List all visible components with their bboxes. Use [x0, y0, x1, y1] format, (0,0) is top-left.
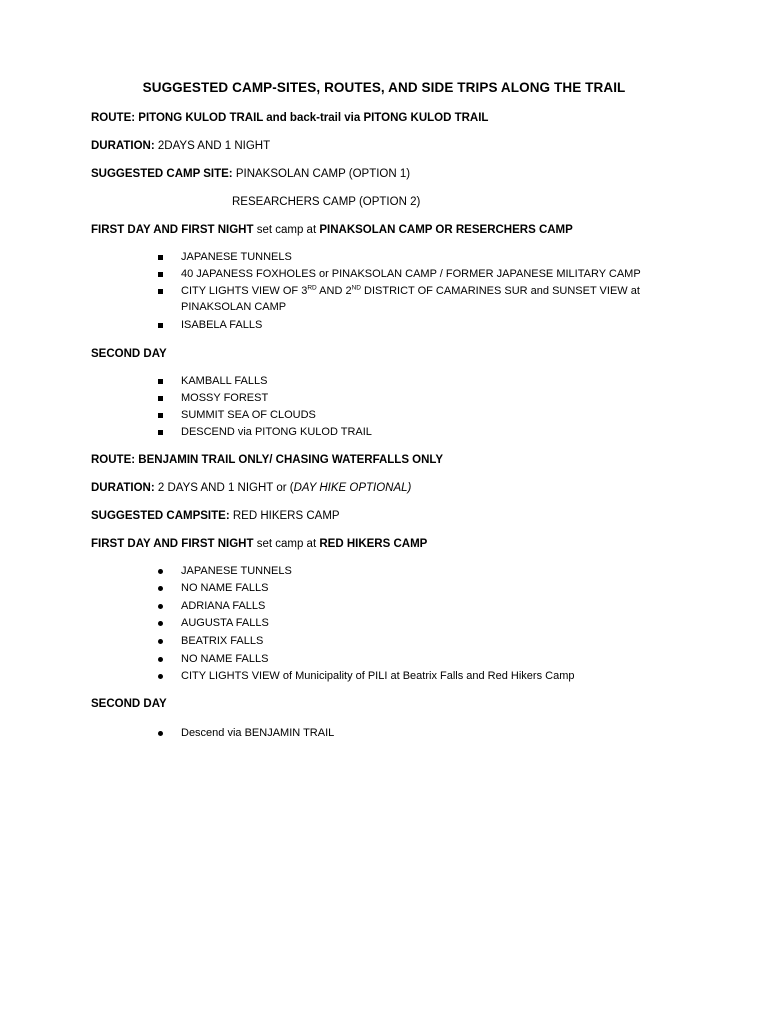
route1-campsite-line: [91, 167, 410, 181]
route1-campsite-label: SUGGESTED CAMP SITE:: [91, 168, 233, 180]
route2-duration-line: [91, 481, 411, 495]
route1-route-value: PITONG KULOD TRAIL and back-trail via PITONG KULOD TRAIL: [138, 112, 489, 124]
route2-campsite-label: SUGGESTED CAMPSITE:: [91, 510, 230, 522]
route2-first-day-connector: set camp at: [256, 538, 317, 550]
route1-first-day-camp: PINAKSOLAN CAMP OR RESERCHERS CAMP: [319, 224, 573, 236]
route2-first-day-label: FIRST DAY AND FIRST NIGHT: [91, 538, 254, 550]
route2-campsite-line: [91, 509, 340, 523]
route1-campsite-option1: PINAKSOLAN CAMP (OPTION 1): [235, 168, 411, 180]
route1-first-day-line: [91, 223, 573, 237]
route1-route-line: [91, 111, 488, 125]
route1-route-label: ROUTE:: [91, 112, 136, 124]
route1-second-day-heading: SECOND DAY: [91, 348, 167, 360]
route2-route-label: ROUTE:: [91, 454, 136, 466]
route2-second-day-heading: SECOND DAY: [91, 698, 167, 710]
route1-first-day-label: FIRST DAY AND FIRST NIGHT: [91, 224, 254, 236]
route1-duration-label: DURATION:: [91, 140, 155, 152]
page-title: SUGGESTED CAMP-SITES, ROUTES, AND SIDE TRIPS ALONG THE TRAIL: [142, 80, 626, 95]
route1-duration-value: 2DAYS AND 1 NIGHT: [157, 140, 271, 152]
route2-first-day-line: [91, 537, 427, 551]
route2-first-day-camp: RED HIKERS CAMP: [319, 538, 428, 550]
route2-duration-italic: DAY HIKE OPTIONAL): [293, 482, 412, 494]
route2-route-value: BENJAMIN TRAIL ONLY/ CHASING WATERFALLS ONLY: [138, 454, 444, 466]
route2-campsite-value: RED HIKERS CAMP: [232, 510, 340, 522]
route2-duration-label: DURATION:: [91, 482, 155, 494]
route1-duration-line: [91, 139, 270, 153]
route2-duration-value: 2 DAYS AND 1 NIGHT or (: [157, 482, 294, 494]
route2-route-line: [91, 453, 443, 467]
document-page: SUGGESTED CAMP-SITES, ROUTES, AND SIDE TRIPS ALONG THE TRAIL ROUTE: PITONG KULOD TRAIL and back-trail via PITONG KULOD TRAIL DURATION: 2DAYS AND 1 NIGHT SUGGESTED CAMP SITE: PINAKSOLAN CAMP (OPTION 1) RESEARCHERS CAMP (OPTION 2) FIRST DAY AND FIRST NIGHT set camp at PINAKSOLAN CAMP OR RESERCHERS CAMP JAPANESE TUNNELS 40 JAPANESS FOXHOLES or PINAKSOLAN CAMP / FORMER JAPANESE MILITARY CAMP CITY LIGHTS VIEW OF 3RD AND 2ND DISTRICT OF CAMARINES SUR and SUNSET VIEW at PINAKSOLAN CAMP ISABELA FALLS SECOND DAY KAMBALL FALLS MOSSY FOREST SUMMIT SEA OF CLOUDS DESCEND via PITONG KULOD TRAIL ROUTE: BENJAMIN TRAIL ONLY/ CHASING WATERFALLS ONLY DURATION: 2 DAYS AND 1 NIGHT or (DAY HIKE OPTIONAL) SUGGESTED CAMPSITE: RED HIKERS CAMP FIRST DAY AND FIRST NIGHT set camp at RED HIKERS CAMP JAPANESE TUNNELS NO NAME FALLS ADRIANA FALLS AUGUSTA FALLS BEATRIX FALLS NO NAME FALLS CITY LIGHTS VIEW of Municipality of PILI at Beatrix Falls and Red Hikers Camp SECOND DAY Descend via BENJAMIN TRAIL: [0, 0, 768, 1024]
route1-campsite-option2: RESEARCHERS CAMP (OPTION 2): [232, 196, 421, 208]
route1-first-day-connector: set camp at: [256, 224, 317, 236]
